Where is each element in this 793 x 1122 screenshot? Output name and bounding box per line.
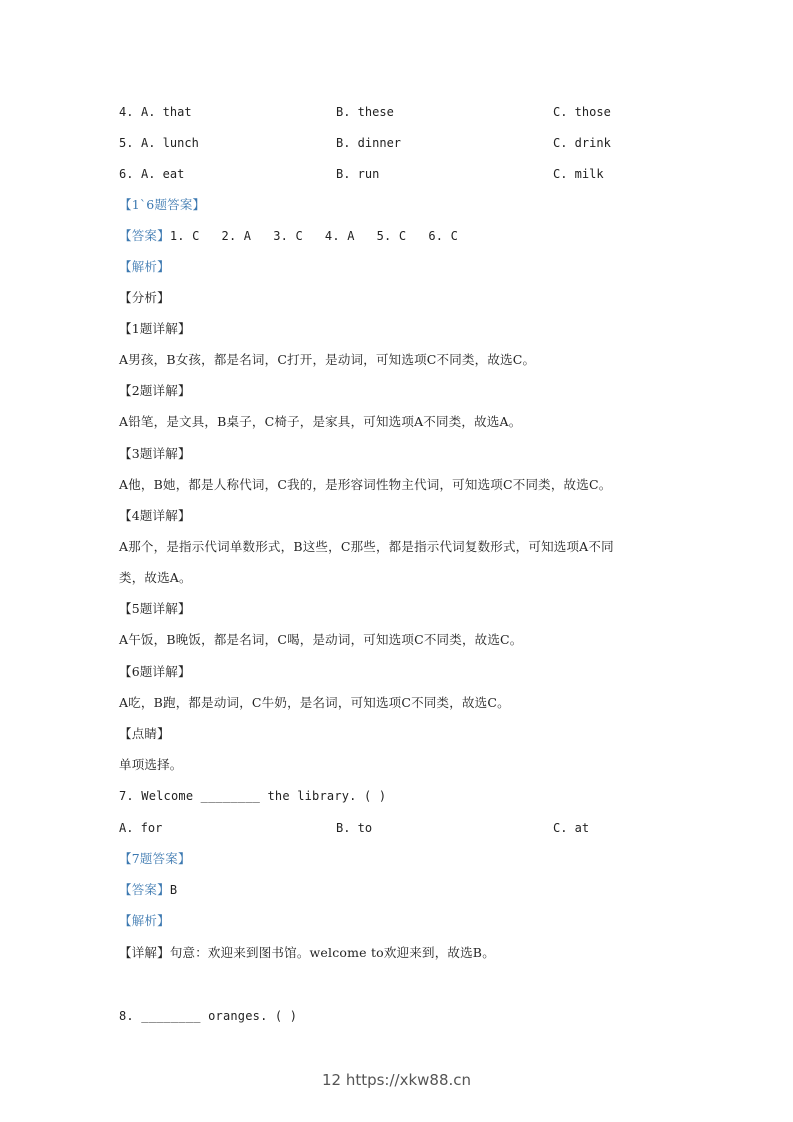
- fenxi-label: 【分析】: [119, 290, 170, 305]
- footer-url[interactable]: https://xkw88.cn: [345, 1071, 472, 1089]
- question-7-stem: 7. Welcome ________ the library. ( ): [119, 789, 387, 803]
- question-8-stem: 8. ________ oranges. ( ): [119, 1009, 298, 1023]
- option-b: B. dinner: [336, 136, 402, 150]
- answer-label: 【答案】: [119, 882, 170, 897]
- detail-text-6: A吃，B跑，都是动词，C牛奶，是名词，可知选项C不同类，故选C。: [119, 695, 510, 710]
- detail-text: 句意：欢迎来到图书馆。welcome to欢迎来到，故选B。: [169, 945, 495, 960]
- option-c: C. milk: [553, 167, 604, 181]
- answer-item: 4. A: [324, 229, 355, 243]
- detail-text-2: A铅笔，是文具，B桌子，C椅子，是家具，可知选项A不同类，故选A。: [119, 414, 522, 429]
- detail-heading-6: 【6题详解】: [119, 664, 191, 679]
- option-b: B. these: [336, 105, 394, 119]
- detail-text-3: A他，B她，都是人称代词，C我的，是形容词性物主代词，可知选项C不同类，故选C。: [119, 477, 612, 492]
- detail-label: 【详解】: [119, 945, 170, 960]
- detail-heading-5: 【5题详解】: [119, 601, 191, 616]
- option-c: C. drink: [553, 136, 611, 150]
- option-b: B. to: [336, 821, 373, 835]
- question-number: 6.: [119, 167, 134, 181]
- question-number: 4.: [119, 105, 134, 119]
- detail-heading-4: 【4题详解】: [119, 508, 191, 523]
- question-number: 5.: [119, 136, 134, 150]
- option-c: C. at: [553, 821, 590, 835]
- detail-heading-3: 【3题详解】: [119, 446, 191, 461]
- dianjing-text: 单项选择。: [119, 757, 183, 772]
- analysis-7-label: 【解析】: [119, 913, 170, 928]
- answer-item: 3. C: [273, 229, 303, 243]
- detail-text-4-cont: 类，故选A。: [119, 570, 192, 585]
- answers-1-6-row: [119, 228, 480, 244]
- option-c: C. those: [553, 105, 611, 119]
- option-a: A. that: [141, 105, 192, 119]
- detail-text-5: A午饭，B晚饭，都是名词，C喝，是动词，可知选项C不同类，故选C。: [119, 632, 523, 647]
- detail-text-1: A男孩，B女孩，都是名词，C打开，是动词，可知选项C不同类，故选C。: [119, 352, 536, 367]
- answer-item: 6. C: [428, 229, 459, 243]
- answer-value: B: [169, 883, 178, 897]
- answer-label: 【答案】: [119, 228, 170, 243]
- option-a: A. for: [119, 821, 163, 835]
- dianjing-label: 【点睛】: [119, 726, 170, 741]
- page-number: 12: [321, 1071, 342, 1089]
- detail-text-4: A那个，是指示代词单数形式，B这些，C那些，都是指示代词复数形式，可知选项A不同: [119, 539, 614, 554]
- detail-heading-1: 【1题详解】: [119, 321, 191, 336]
- detail-heading-2: 【2题详解】: [119, 383, 191, 398]
- answer-7-row: [119, 882, 177, 898]
- page-footer: [0, 1071, 793, 1089]
- detail-7-row: [119, 945, 495, 961]
- answer-item: 2. A: [221, 229, 252, 243]
- analysis-label: 【解析】: [119, 259, 170, 274]
- option-a: A. lunch: [141, 136, 199, 150]
- answer-item: 5. C: [376, 229, 407, 243]
- answer-7-heading: 【7题答案】: [119, 851, 191, 866]
- option-a: A. eat: [141, 167, 185, 181]
- option-b: B. run: [336, 167, 380, 181]
- answers-1-6-heading: 【1`6题答案】: [119, 197, 206, 212]
- answer-item: 1. C: [169, 229, 200, 243]
